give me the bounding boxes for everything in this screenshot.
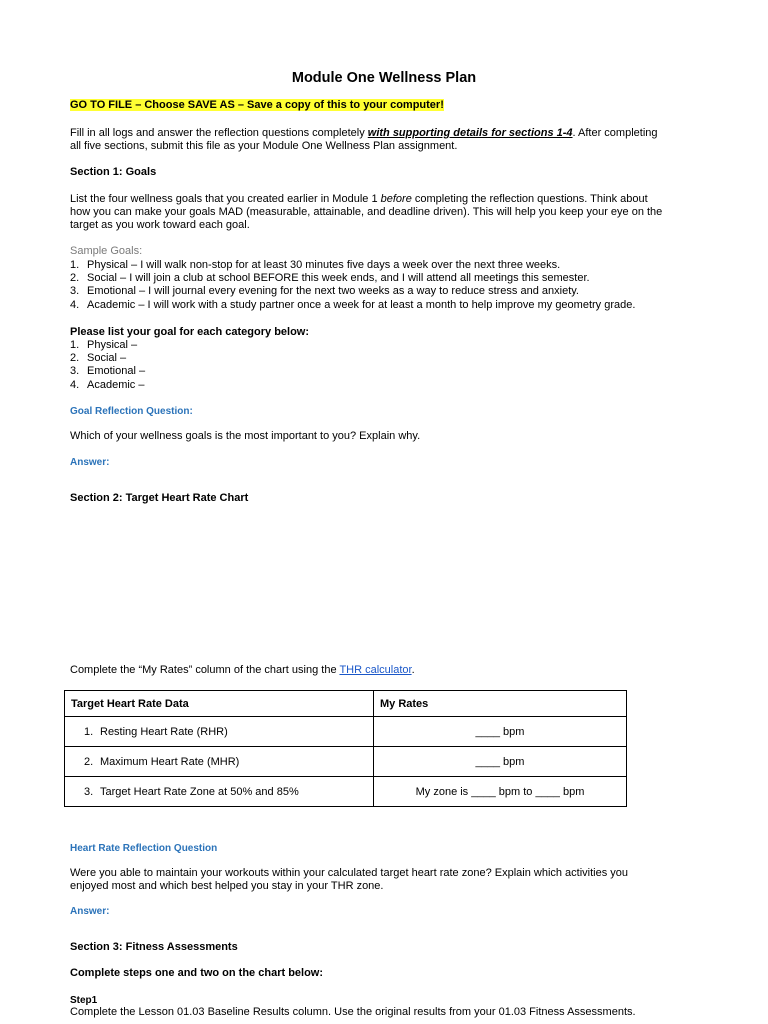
sample-goals-label: Sample Goals: [70, 245, 143, 257]
table-row [65, 777, 627, 807]
step-1-text: Complete the Lesson 01.03 Baseline Results column. Use the original results from your 01.03 Fitness Assessments. [70, 1006, 636, 1018]
heart-rate-question-line-1: Were you able to maintain your workouts within your calculated target heart rate zone? Explain which activities you [70, 867, 629, 879]
intro-line-1 [70, 127, 658, 140]
para-italic: before [380, 193, 412, 205]
list-item: 1. Physical – [70, 339, 138, 351]
section-1-heading: Section 1: Goals [70, 166, 157, 178]
para-text-end: completing the reflection questions. Think about [411, 193, 648, 205]
table-header-row [65, 691, 627, 717]
heart-rate-answer-label: Answer: [70, 906, 110, 917]
save-instruction [70, 99, 444, 112]
rate-cell[interactable]: ____ bpm [374, 747, 627, 777]
thr-table [64, 690, 627, 807]
section-2-heading: Section 2: Target Heart Rate Chart [70, 492, 249, 504]
rate-cell[interactable]: My zone is ____ bpm to ____ bpm [374, 777, 627, 807]
step-1-label: Step1 [70, 995, 98, 1006]
section-1-para-line-3: target as you work toward each goal. [70, 219, 250, 231]
list-item: 4. Academic – I will work with a study partner once a week for at least a month to help improve my geometry grade. [70, 298, 636, 311]
goals-list-prompt: Please list your goal for each category below: [70, 326, 310, 338]
goal-reflection-question: Which of your wellness goals is the most important to you? Explain why. [70, 430, 421, 442]
section-3-heading: Section 3: Fitness Assessments [70, 941, 238, 953]
list-item: 3. Emotional – I will journal every evening for the next two weeks as a way to reduce stress and anxiety. [70, 285, 579, 298]
column-header-data: Target Heart Rate Data [65, 691, 374, 717]
instruction-text: Complete the “My Rates” column of the chart using the [70, 664, 340, 676]
goal-categories-list [70, 339, 145, 392]
section-1-para-line-1 [70, 193, 648, 206]
row-label: 2. Maximum Heart Rate (MHR) [65, 747, 374, 777]
thr-instruction [70, 664, 415, 677]
row-label: 1. Resting Heart Rate (RHR) [65, 717, 374, 747]
intro-text: Fill in all logs and answer the reflection questions completely [70, 127, 368, 139]
row-label: 3. Target Heart Rate Zone at 50% and 85% [65, 777, 374, 807]
list-item: 4. Academic – [70, 378, 145, 391]
column-header-rates: My Rates [374, 691, 627, 717]
list-item: 2. Social – [70, 352, 127, 365]
thr-calculator-link[interactable]: THR calculator [339, 664, 412, 676]
table-row [65, 717, 627, 747]
page-title: Module One Wellness Plan [291, 70, 477, 86]
intro-emphasis: with supporting details for sections 1-4 [367, 127, 573, 139]
section-1-para-line-2: how you can make your goals MAD (measurable, attainable, and deadline driven). This will help you keep your eye on the [70, 206, 663, 218]
heart-rate-question-line-2: enjoyed most and which best helped you stay in your THR zone. [70, 880, 384, 892]
steps-prompt: Complete steps one and two on the chart below: [70, 967, 324, 979]
intro-text-end: . After completing [572, 127, 658, 139]
rate-cell[interactable]: ____ bpm [374, 717, 627, 747]
para-text: List the four wellness goals that you created earlier in Module 1 [70, 193, 381, 205]
instruction-text-end: . [411, 664, 415, 676]
list-item: 3. Emotional – [70, 365, 146, 378]
sample-goals-list [70, 259, 635, 312]
list-item: 1. Physical – I will walk non-stop for at least 30 minutes five days a week over the next three weeks. [70, 259, 561, 271]
table-row [65, 747, 627, 777]
highlighted-note: GO TO FILE – Choose SAVE AS – Save a copy of this to your computer! [70, 99, 444, 111]
goal-reflection-label: Goal Reflection Question: [70, 406, 193, 417]
heart-rate-reflection-label: Heart Rate Reflection Question [70, 843, 218, 854]
list-item: 2. Social – I will join a club at school BEFORE this week ends, and I will attend all meetings this semester. [70, 272, 590, 285]
goal-answer-label: Answer: [70, 457, 110, 468]
intro-line-2: all five sections, submit this file as your Module One Wellness Plan assignment. [70, 140, 458, 152]
